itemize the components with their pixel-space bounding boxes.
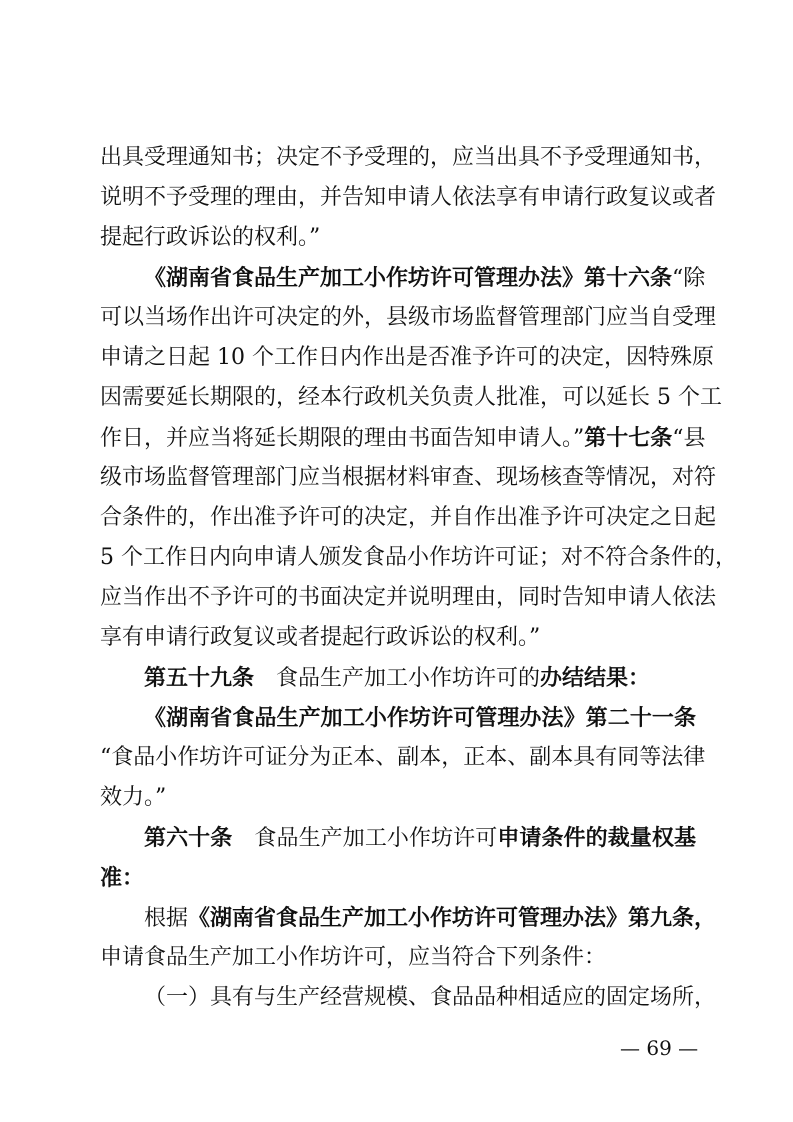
text-line: [100, 343, 714, 373]
text-segment: 可以当场作出许可决定的外，县级市场监督管理部门应当自受理: [100, 305, 717, 330]
text-segment: 食品生产加工小作坊许可: [232, 826, 498, 851]
text-segment: 《湖南省食品生产加工小作坊许可管理办法》第九条，: [188, 905, 717, 931]
text-line: [100, 463, 717, 493]
page-number: — 69 —: [620, 1036, 699, 1060]
text-segment: 办结结果：: [540, 665, 651, 691]
text-segment: 级市场监督管理部门应当根据材料审查、现场核查等情况，对符: [100, 465, 717, 490]
text-line: [100, 783, 696, 813]
article-heading: [144, 663, 696, 693]
text-segment: 享有申请行政复议或者提起行政诉讼的权利。”: [100, 625, 541, 650]
article-number: 第六十条: [144, 825, 233, 851]
text-line: [100, 383, 722, 413]
text-segment: “食品小作坊许可证分为正本、副本，正本、副本具有同等法律: [100, 745, 706, 770]
text-segment: （一）具有与生产经营规模、食品品种相适应的固定场所，: [144, 985, 717, 1010]
article-heading: [144, 823, 696, 853]
text-segment: 申请之日起 10 个工作日内作出是否准予许可的决定，因特殊原: [100, 345, 714, 370]
text-line: [100, 183, 717, 213]
text-line: [100, 623, 696, 653]
text-line: [100, 423, 706, 453]
text-segment: 合条件的，作出准予许可的决定，并自作出准予许可决定之日起: [100, 505, 717, 530]
text-segment: 申请条件的裁量权基: [497, 825, 696, 851]
text-segment: 根据: [144, 906, 189, 931]
text-line: [100, 583, 717, 613]
text-segment: 第十七条: [584, 425, 673, 451]
article-number: 第五十九条: [144, 665, 255, 691]
text-segment: 《湖南省食品生产加工小作坊许可管理办法》第二十一条: [144, 705, 696, 731]
text-segment: 《湖南省食品生产加工小作坊许可管理办法》第十六条: [144, 265, 673, 291]
text-segment: “县: [672, 426, 706, 451]
text-line: [100, 543, 737, 573]
text-line: [100, 503, 717, 533]
text-line: [144, 263, 706, 293]
text-line: [100, 303, 717, 333]
text-segment: “除: [672, 266, 706, 291]
text-segment: 食品生产加工小作坊许可的: [254, 666, 541, 691]
text-segment: 效力。”: [100, 785, 167, 810]
text-segment: 准：: [100, 865, 145, 891]
text-segment: 出具受理通知书；决定不予受理的，应当出具不予受理通知书，: [100, 145, 717, 170]
text-line: [144, 983, 717, 1013]
text-line: [100, 143, 717, 173]
text-line: [144, 903, 717, 933]
text-segment: 因需要延长期限的，经本行政机关负责人批准，可以延长 5 个工: [100, 385, 722, 410]
text-line: [100, 943, 696, 973]
text-segment: 5 个工作日内向申请人颁发食品小作坊许可证；对不符合条件的，: [100, 545, 737, 570]
text-segment: 应当作出不予许可的书面决定并说明理由，同时告知申请人依法: [100, 585, 717, 610]
text-segment: 申请食品生产加工小作坊许可，应当符合下列条件：: [100, 945, 607, 970]
text-line: [144, 703, 696, 733]
text-line: [100, 223, 696, 253]
text-segment: 说明不予受理的理由，并告知申请人依法享有申请行政复议或者: [100, 185, 717, 210]
text-line: [100, 743, 706, 773]
text-line: [100, 863, 696, 893]
text-segment: 作日，并应当将延长期限的理由书面告知申请人。”: [100, 426, 585, 451]
text-segment: 提起行政诉讼的权利。”: [100, 225, 321, 250]
